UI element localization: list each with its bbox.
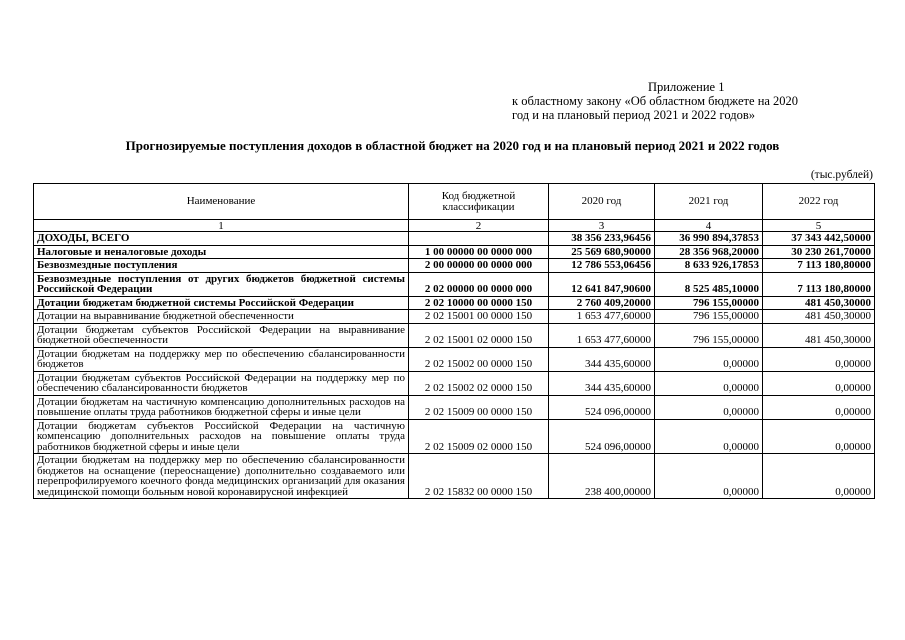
row-value-2022: 0,00000: [763, 395, 875, 419]
row-name-cell: Налоговые и неналоговые доходы: [34, 245, 409, 259]
row-value-2022: 0,00000: [763, 419, 875, 454]
column-number: 1: [34, 220, 409, 232]
row-value-2022: 37 343 442,50000: [763, 232, 875, 246]
appendix-title: Приложение 1: [648, 80, 725, 94]
row-name-cell: Дотации бюджетам субъектов Российской Федерации на поддержку мер по обеспечению сбалансированности бюджетов: [34, 371, 409, 395]
row-value-2022: 0,00000: [763, 371, 875, 395]
row-name-cell: Дотации бюджетам на поддержку мер по обеспечению сбалансированности бюджетов на оснащение (переоснащение) дополнительно создаваемого или перепрофилируемого коечного фонда медицинских организаций для оказания медицинской помощи больным новой коронавирусной инфекцией: [34, 454, 409, 499]
row-value-2021: 796 155,00000: [655, 310, 763, 324]
row-code-cell: 2 02 15001 02 0000 150: [409, 323, 549, 347]
header-2021: 2021 год: [655, 184, 763, 220]
row-value-2021: 0,00000: [655, 454, 763, 499]
appendix-line-1: к областному закону «Об областном бюджете на 2020: [512, 94, 799, 108]
row-value-2020: 1 653 477,60000: [549, 323, 655, 347]
appendix-line-2: год и на плановый период 2021 и 2022 годов»: [512, 108, 755, 122]
row-value-2022: 0,00000: [763, 347, 875, 371]
row-code-cell: 2 02 10000 00 0000 150: [409, 296, 549, 310]
row-value-2021: 0,00000: [655, 347, 763, 371]
row-code-cell: 1 00 00000 00 0000 000: [409, 245, 549, 259]
row-code-cell: 2 02 15001 00 0000 150: [409, 310, 549, 324]
row-value-2022: 0,00000: [763, 454, 875, 499]
header-name: Наименование: [34, 184, 409, 220]
row-code-cell: 2 02 15002 02 0000 150: [409, 371, 549, 395]
row-code-cell: 2 02 15009 02 0000 150: [409, 419, 549, 454]
row-value-2022: 7 113 180,80000: [763, 272, 875, 296]
row-code-cell: 2 02 15009 00 0000 150: [409, 395, 549, 419]
row-value-2020: 12 641 847,90600: [549, 272, 655, 296]
budget-revenue-table: [33, 183, 875, 499]
row-value-2021: 8 633 926,17853: [655, 259, 763, 273]
column-number: 5: [763, 220, 875, 232]
table-row: [34, 296, 875, 310]
row-value-2021: 796 155,00000: [655, 323, 763, 347]
row-code-cell: 2 02 15002 00 0000 150: [409, 347, 549, 371]
table-row: [34, 272, 875, 296]
table-row: [34, 419, 875, 454]
table-row: [34, 454, 875, 499]
row-value-2020: 2 760 409,20000: [549, 296, 655, 310]
column-number: 3: [549, 220, 655, 232]
row-name-cell: Безвозмездные поступления от других бюджетов бюджетной системы Российской Федерации: [34, 272, 409, 296]
row-name-cell: Безвозмездные поступления: [34, 259, 409, 273]
row-value-2022: 7 113 180,80000: [763, 259, 875, 273]
document-title: Прогнозируемые поступления доходов в областной бюджет на 2020 год и на плановый период 2021 и 2022 годов: [125, 138, 780, 153]
unit-label: (тыс.рублей): [810, 169, 873, 181]
row-value-2021: 796 155,00000: [655, 296, 763, 310]
row-value-2020: 25 569 680,90000: [549, 245, 655, 259]
row-value-2021: 0,00000: [655, 371, 763, 395]
row-value-2021: 28 356 968,20000: [655, 245, 763, 259]
row-name-cell: ДОХОДЫ, ВСЕГО: [34, 232, 409, 246]
row-name-cell: Дотации бюджетам субъектов Российской Федерации на выравнивание бюджетной обеспеченности: [34, 323, 409, 347]
table-row: [34, 323, 875, 347]
table-row: [34, 232, 875, 246]
row-name-cell: Дотации бюджетам на поддержку мер по обеспечению сбалансированности бюджетов: [34, 347, 409, 371]
row-code-cell: [409, 232, 549, 246]
row-code-cell: 2 00 00000 00 0000 000: [409, 259, 549, 273]
row-value-2022: 481 450,30000: [763, 310, 875, 324]
row-value-2021: 0,00000: [655, 419, 763, 454]
table-row: [34, 371, 875, 395]
header-row: [34, 184, 875, 220]
column-number: 4: [655, 220, 763, 232]
table-row: [34, 259, 875, 273]
row-code-cell: 2 02 15832 00 0000 150: [409, 454, 549, 499]
row-value-2021: 8 525 485,10000: [655, 272, 763, 296]
table-row: [34, 245, 875, 259]
column-number-row: [34, 220, 875, 232]
table-body: [34, 232, 875, 499]
row-value-2020: 524 096,00000: [549, 419, 655, 454]
row-value-2022: 481 450,30000: [763, 323, 875, 347]
header-code: Код бюджетной классификации: [409, 184, 549, 220]
row-value-2020: 12 786 553,06456: [549, 259, 655, 273]
row-value-2021: 0,00000: [655, 395, 763, 419]
header-2020: 2020 год: [549, 184, 655, 220]
table-row: [34, 310, 875, 324]
row-name-cell: Дотации бюджетам бюджетной системы Российской Федерации: [34, 296, 409, 310]
table-row: [34, 395, 875, 419]
row-name-cell: Дотации бюджетам субъектов Российской Федерации на частичную компенсацию дополнительных расходов на повышение оплаты труда работников бюджетной сферы и иные цели: [34, 419, 409, 454]
header-2022: 2022 год: [763, 184, 875, 220]
row-value-2020: 1 653 477,60000: [549, 310, 655, 324]
row-value-2022: 481 450,30000: [763, 296, 875, 310]
row-name-cell: Дотации на выравнивание бюджетной обеспеченности: [34, 310, 409, 324]
row-value-2021: 36 990 894,37853: [655, 232, 763, 246]
column-number: 2: [409, 220, 549, 232]
row-value-2020: 38 356 233,96456: [549, 232, 655, 246]
row-value-2022: 30 230 261,70000: [763, 245, 875, 259]
row-value-2020: 344 435,60000: [549, 347, 655, 371]
table-row: [34, 347, 875, 371]
appendix-block: [512, 80, 872, 122]
row-value-2020: 344 435,60000: [549, 371, 655, 395]
row-value-2020: 524 096,00000: [549, 395, 655, 419]
row-name-cell: Дотации бюджетам на частичную компенсацию дополнительных расходов на повышение оплаты труда работников бюджетной сферы и иные цели: [34, 395, 409, 419]
row-value-2020: 238 400,00000: [549, 454, 655, 499]
row-code-cell: 2 02 00000 00 0000 000: [409, 272, 549, 296]
